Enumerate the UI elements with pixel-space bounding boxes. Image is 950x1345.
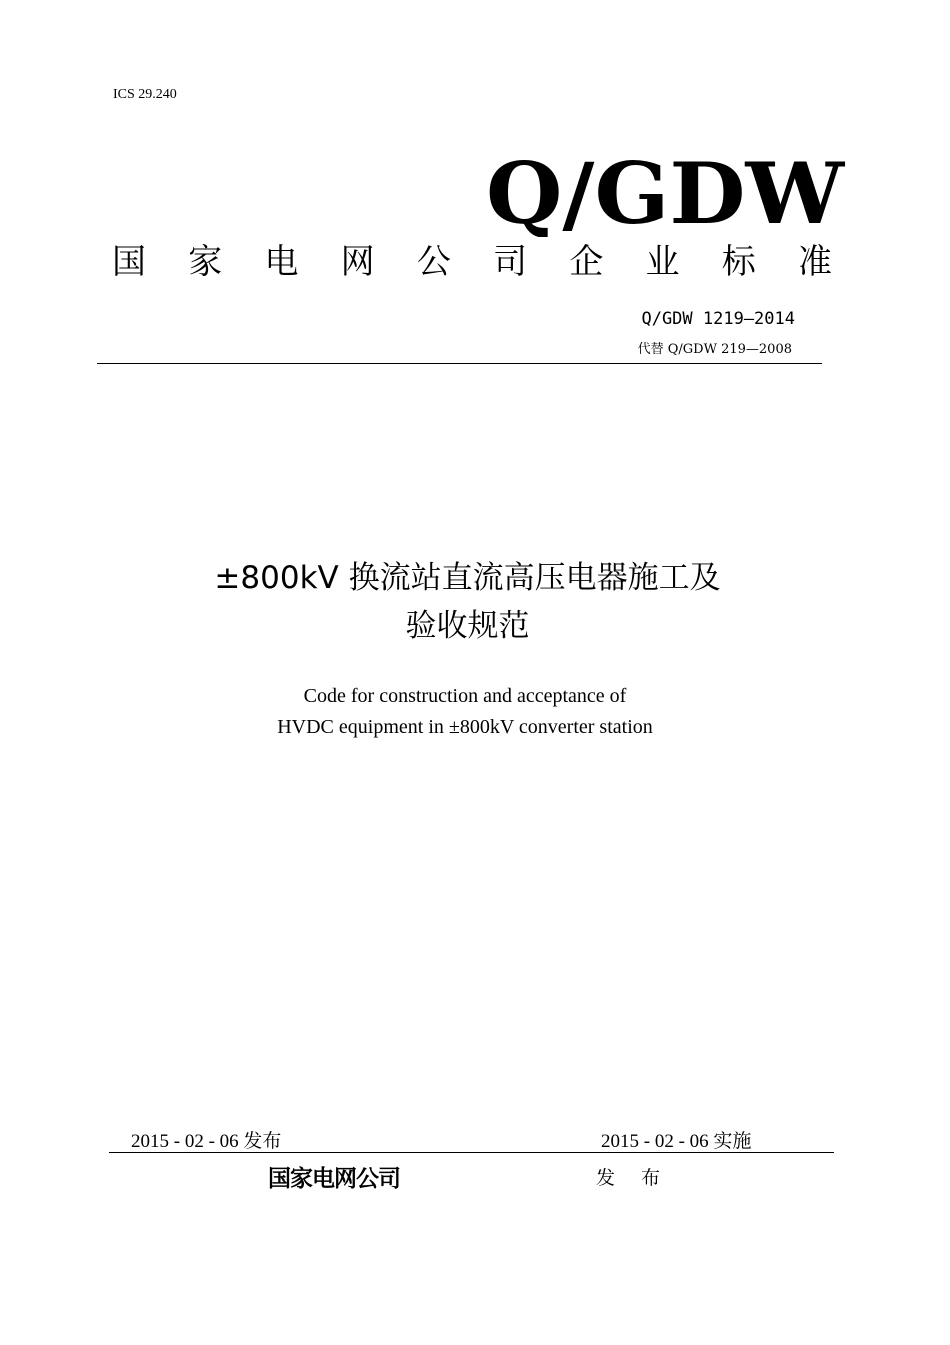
enterprise-standard-char: 准 bbox=[797, 242, 832, 282]
chinese-title-line-1: ±800kV 换流站直流高压电器施工及 bbox=[214, 560, 721, 596]
enterprise-standard-char: 公 bbox=[416, 242, 451, 282]
standard-number: Q/GDW 1219—2014 bbox=[641, 309, 795, 329]
english-title-line-1: Code for construction and acceptance of bbox=[303, 685, 627, 707]
enterprise-standard-char: 企 bbox=[569, 242, 604, 282]
enterprise-standard-char: 网 bbox=[340, 242, 375, 282]
english-title-line-2: HVDC equipment in ±800kV converter station bbox=[277, 716, 653, 738]
qgdw-logo bbox=[486, 153, 848, 237]
implementation-date: 2015 - 02 - 06 实施 bbox=[601, 1131, 752, 1152]
enterprise-standard-char: 业 bbox=[645, 242, 680, 282]
logo-text: Q/GDW bbox=[486, 153, 846, 237]
enterprise-standard-char: 司 bbox=[493, 242, 528, 282]
enterprise-standard-title bbox=[112, 240, 832, 284]
enterprise-standard-char: 国 bbox=[112, 242, 146, 282]
footer-divider bbox=[109, 1152, 834, 1153]
replaces-standard: 代替 Q/GDW 219—2008 bbox=[637, 342, 792, 357]
publish-label: 发 布 bbox=[596, 1167, 671, 1189]
issue-date: 2015 - 02 - 06 发布 bbox=[131, 1131, 282, 1152]
qgdw-logo-graphic bbox=[486, 153, 848, 237]
header-divider bbox=[97, 363, 822, 364]
enterprise-standard-char: 家 bbox=[188, 242, 223, 282]
ics-code: ICS 29.240 bbox=[113, 87, 177, 102]
english-title bbox=[0, 681, 930, 743]
enterprise-standard-char: 标 bbox=[721, 242, 756, 282]
enterprise-standard-char: 电 bbox=[264, 242, 299, 282]
chinese-title-line-2: 验收规范 bbox=[405, 608, 530, 644]
publisher-name: 国家电网公司 bbox=[268, 1166, 400, 1192]
chinese-title bbox=[0, 554, 935, 650]
